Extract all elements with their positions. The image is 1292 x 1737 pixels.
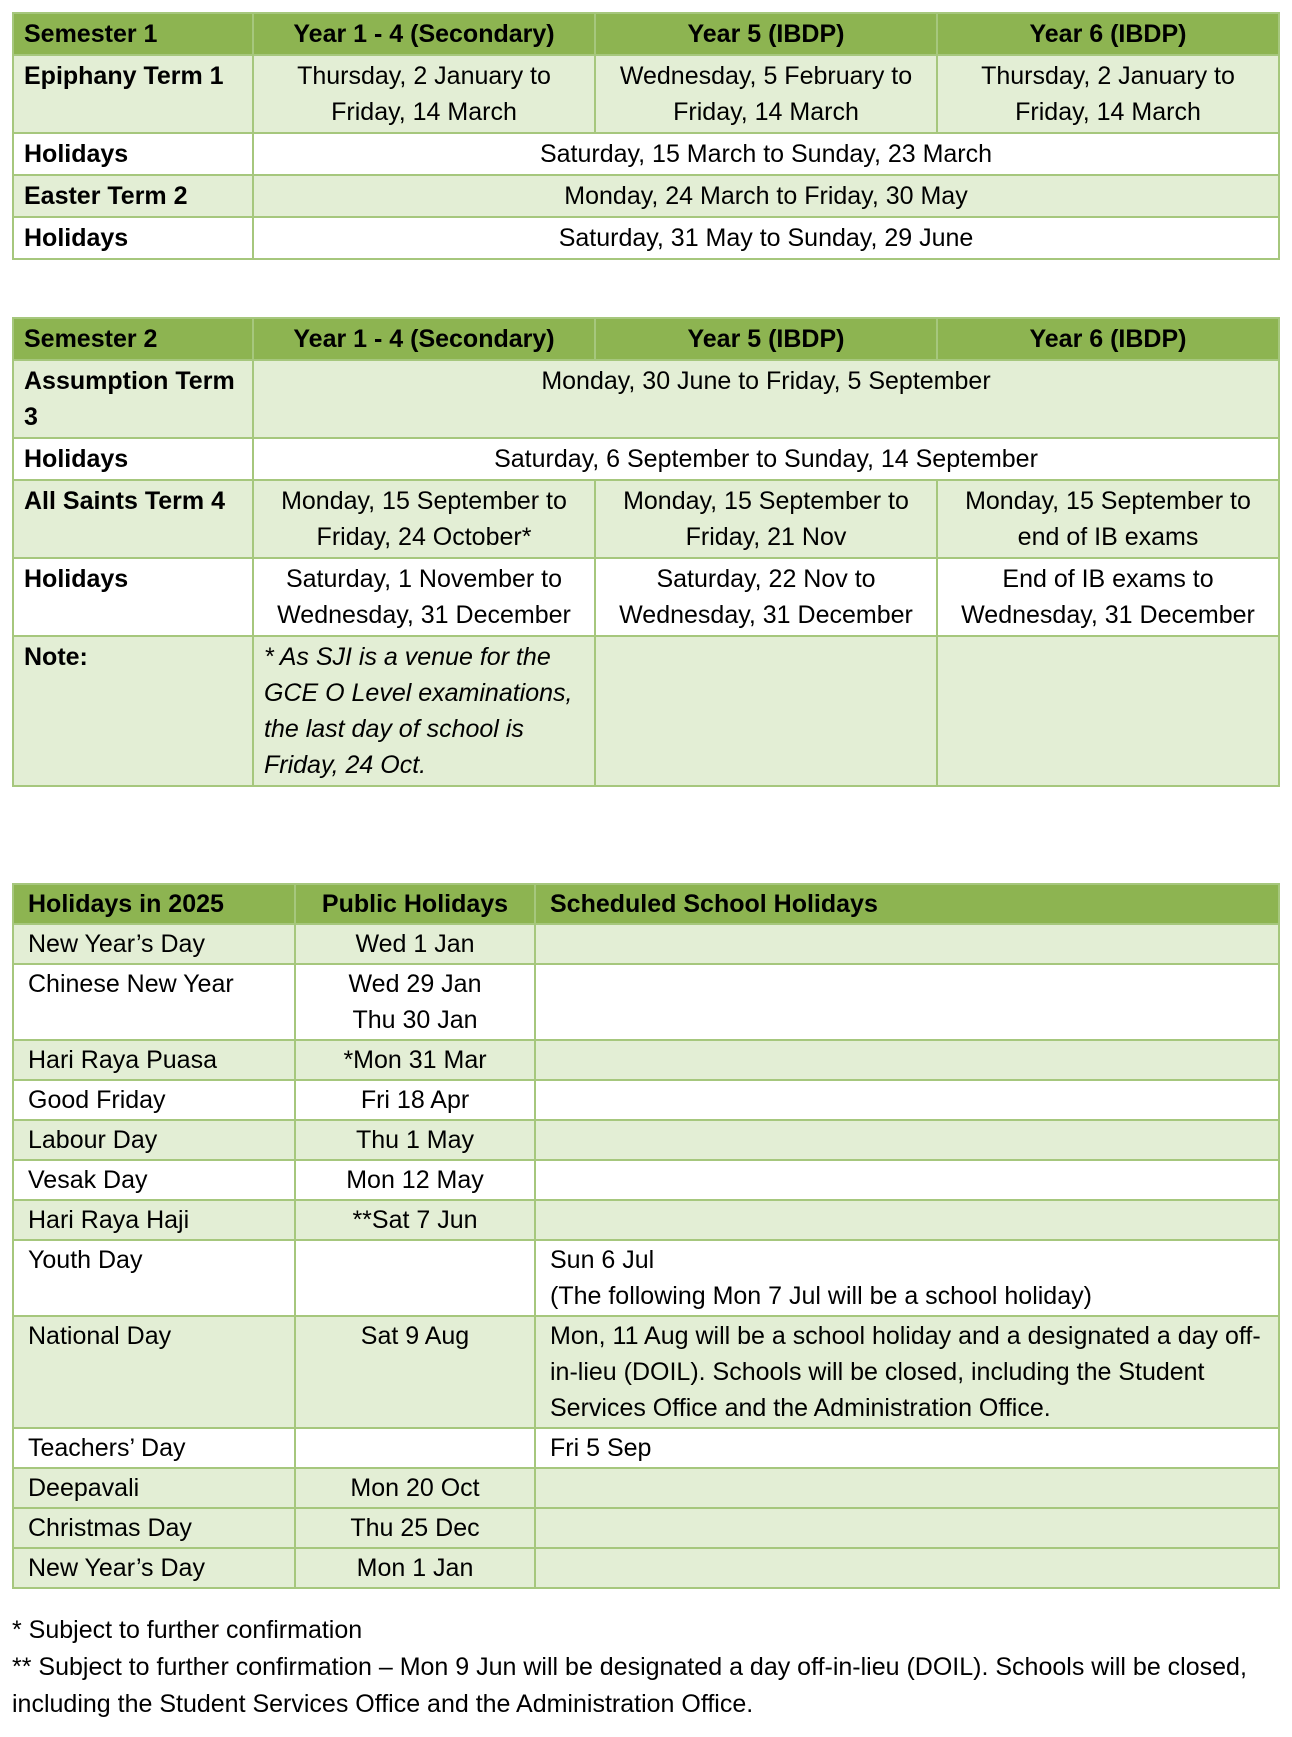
holiday-name: Vesak Day (13, 1160, 295, 1200)
row-label: Holidays (13, 217, 253, 259)
school-holiday-date (535, 1468, 1279, 1508)
school-holiday-date (535, 964, 1279, 1040)
table-row (13, 1468, 1279, 1508)
holiday-name: Deepavali (13, 1468, 295, 1508)
table-row (13, 964, 1279, 1040)
school-holiday-date (535, 1120, 1279, 1160)
row-label: Holidays (13, 558, 253, 636)
row-label: Holidays (13, 133, 253, 175)
table-cell: Saturday, 15 March to Sunday, 23 March (253, 133, 1279, 175)
column-header: Year 6 (IBDP) (937, 13, 1279, 55)
column-header: Scheduled School Holidays (535, 884, 1279, 924)
table-row (13, 636, 1279, 786)
school-holiday-date-line: Sun 6 Jul (550, 1246, 655, 1274)
row-label: Assumption Term 3 (13, 360, 253, 438)
table-cell: End of IB exams to Wednesday, 31 December (937, 558, 1279, 636)
column-header: Semester 2 (13, 318, 253, 360)
school-holiday-date: Mon, 11 Aug will be a school holiday and a designated a day off-in-lieu (DOIL). Schools will be closed, including the Student Services Office and the Administration Office. (535, 1316, 1279, 1428)
row-label: Easter Term 2 (13, 175, 253, 217)
table-cell: Saturday, 22 Nov to Wednesday, 31 December (595, 558, 937, 636)
table-cell (595, 636, 937, 786)
holiday-name: Youth Day (13, 1240, 295, 1316)
table-row (13, 1240, 1279, 1316)
column-header: Year 5 (IBDP) (595, 13, 937, 55)
school-holiday-date (535, 1040, 1279, 1080)
table-cell: Monday, 24 March to Friday, 30 May (253, 175, 1279, 217)
public-holiday-date: Mon 20 Oct (295, 1468, 535, 1508)
column-header: Year 6 (IBDP) (937, 318, 1279, 360)
public-holiday-date: Sat 9 Aug (295, 1316, 535, 1428)
table-row (13, 1548, 1279, 1588)
table-row (13, 1428, 1279, 1468)
column-header: Year 1 - 4 (Secondary) (253, 13, 595, 55)
table-cell: Saturday, 31 May to Sunday, 29 June (253, 217, 1279, 259)
column-header: Year 1 - 4 (Secondary) (253, 318, 595, 360)
table-cell: Saturday, 6 September to Sunday, 14 September (253, 438, 1279, 480)
table-row (13, 1080, 1279, 1120)
table-row (13, 558, 1279, 636)
school-holiday-date (535, 1160, 1279, 1200)
table-header-row (13, 318, 1279, 360)
table-cell: Thursday, 2 January to Friday, 14 March (937, 55, 1279, 133)
table-row (13, 1120, 1279, 1160)
school-holiday-note: (The following Mon 7 Jul will be a school holiday) (550, 1282, 1092, 1310)
public-holiday-date (295, 1428, 535, 1468)
table-row (13, 1200, 1279, 1240)
school-holiday-date (535, 1200, 1279, 1240)
table-row (13, 217, 1279, 259)
public-holiday-date: Fri 18 Apr (295, 1080, 535, 1120)
footnote-2: ** Subject to further confirmation – Mon 9 Jun will be designated a day off-in-lieu (DOIL). Schools will be closed, including the Student Services Office and the Administration Office. (12, 1653, 1247, 1718)
table-row (13, 360, 1279, 438)
column-header: Semester 1 (13, 13, 253, 55)
row-label: Epiphany Term 1 (13, 55, 253, 133)
table-cell: Thursday, 2 January to Friday, 14 March (253, 55, 595, 133)
public-holiday-date: Mon 1 Jan (295, 1548, 535, 1588)
school-holiday-date (535, 1508, 1279, 1548)
footnote-1: * Subject to further confirmation (12, 1616, 363, 1644)
table-header-row (13, 13, 1279, 55)
column-header: Public Holidays (295, 884, 535, 924)
table-cell: Monday, 15 September to Friday, 24 October* (253, 480, 595, 558)
table-row (13, 480, 1279, 558)
school-holiday-date (535, 1548, 1279, 1588)
public-holiday-date (295, 1240, 535, 1316)
semester-2-table (12, 317, 1280, 787)
public-holiday-date: *Mon 31 Mar (295, 1040, 535, 1080)
table-row (13, 1508, 1279, 1548)
table-cell: Monday, 15 September to Friday, 21 Nov (595, 480, 937, 558)
row-label: All Saints Term 4 (13, 480, 253, 558)
table-header-row (13, 884, 1279, 924)
table-row (13, 924, 1279, 964)
school-holiday-date (535, 1080, 1279, 1120)
public-holiday-date-line: Thu 30 Jan (352, 1006, 478, 1034)
table-row (13, 55, 1279, 133)
holiday-name: New Year’s Day (13, 1548, 295, 1588)
column-header: Year 5 (IBDP) (595, 318, 937, 360)
public-holiday-date (295, 964, 535, 1040)
table-row (13, 1040, 1279, 1080)
table-cell: Monday, 15 September to end of IB exams (937, 480, 1279, 558)
public-holiday-date: Thu 1 May (295, 1120, 535, 1160)
school-holiday-date (535, 1240, 1279, 1316)
holiday-name: Hari Raya Puasa (13, 1040, 295, 1080)
holiday-name: Chinese New Year (13, 964, 295, 1040)
column-header: Holidays in 2025 (13, 884, 295, 924)
public-holiday-date: Wed 1 Jan (295, 924, 535, 964)
public-holiday-date: **Sat 7 Jun (295, 1200, 535, 1240)
table-cell: Saturday, 1 November to Wednesday, 31 December (253, 558, 595, 636)
row-label: Holidays (13, 438, 253, 480)
holiday-name: Labour Day (13, 1120, 295, 1160)
school-holiday-date (535, 924, 1279, 964)
holidays-table (12, 883, 1280, 1589)
table-cell: Wednesday, 5 February to Friday, 14 March (595, 55, 937, 133)
semester-1-table (12, 12, 1280, 260)
table-row (13, 133, 1279, 175)
holiday-name: New Year’s Day (13, 924, 295, 964)
table-cell: Monday, 30 June to Friday, 5 September (253, 360, 1279, 438)
school-holiday-date: Fri 5 Sep (535, 1428, 1279, 1468)
row-label: Note: (13, 636, 253, 786)
public-holiday-date-line: Wed 29 Jan (348, 970, 482, 998)
holiday-name: Good Friday (13, 1080, 295, 1120)
table-row (13, 175, 1279, 217)
public-holiday-date: Thu 25 Dec (295, 1508, 535, 1548)
table-row (13, 1316, 1279, 1428)
table-row (13, 438, 1279, 480)
holiday-name: Hari Raya Haji (13, 1200, 295, 1240)
holiday-name: Teachers’ Day (13, 1428, 295, 1468)
table-cell (937, 636, 1279, 786)
table-row (13, 1160, 1279, 1200)
holiday-name: Christmas Day (13, 1508, 295, 1548)
holiday-name: National Day (13, 1316, 295, 1428)
public-holiday-date: Mon 12 May (295, 1160, 535, 1200)
note-cell: * As SJI is a venue for the GCE O Level examinations, the last day of school is Friday, 24 Oct. (253, 636, 595, 786)
